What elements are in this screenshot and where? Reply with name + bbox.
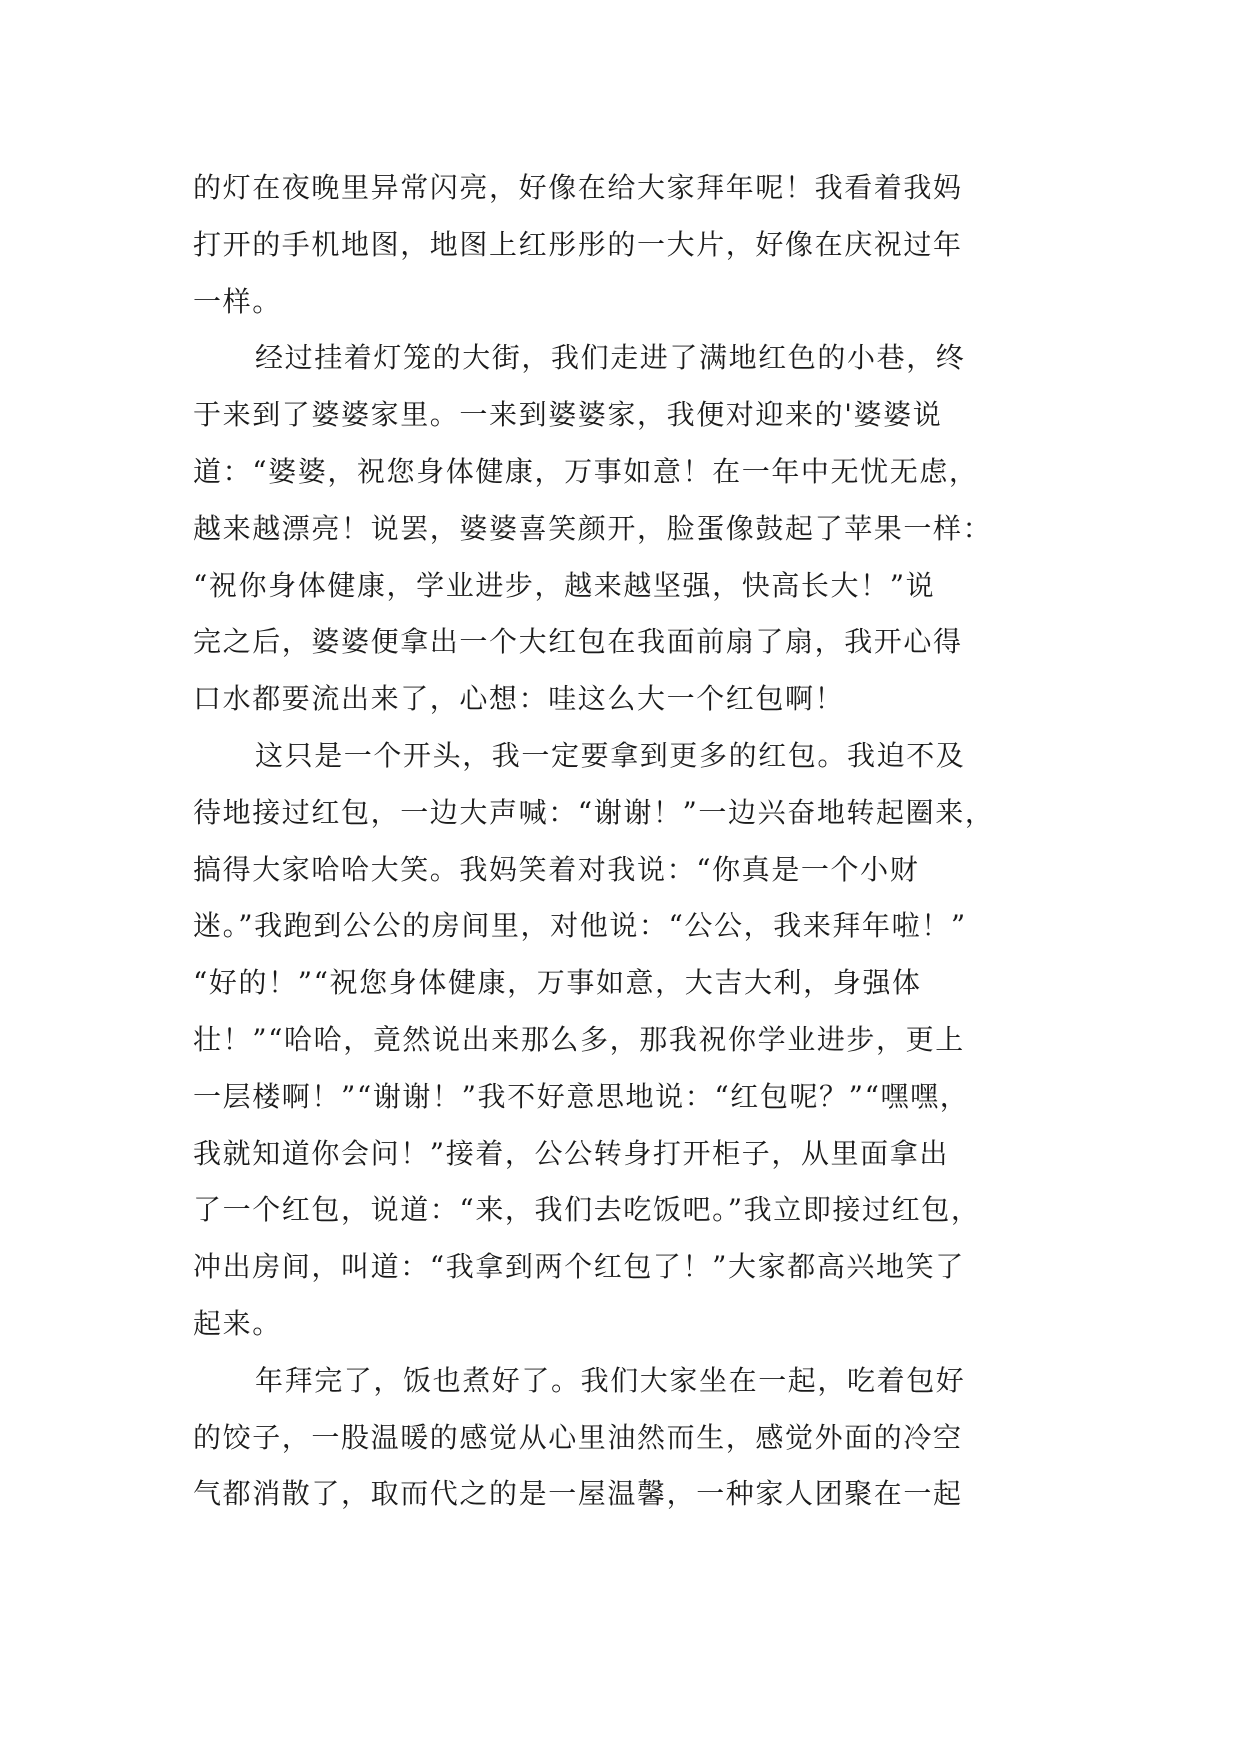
text-line: 口水都要流出来了，心想：哇这么大一个红包啊！ bbox=[193, 682, 845, 716]
text-line: 了一个红包，说道：“来，我们去吃饭吧。”我立即接过红包， bbox=[193, 1193, 981, 1227]
text-line: 经过挂着灯笼的大街，我们走进了满地红色的小巷，终 bbox=[255, 341, 966, 375]
text-line: 的灯在夜晚里异常闪亮，好像在给大家拜年呢！我看着我妈 bbox=[193, 171, 963, 204]
text-line: 壮！”“哈哈，竟然说出来那么多，那我祝你学业进步，更上 bbox=[193, 1022, 965, 1056]
text-line: 迷。”我跑到公公的房间里，对他说：“公公，我来拜年啦！” bbox=[193, 909, 967, 943]
text-line: 年拜完了，饭也煮好了。我们大家坐在一起，吃着包好 bbox=[255, 1363, 966, 1397]
text-line: 一层楼啊！”“谢谢！”我不好意思地说：“红包呢？”“嘿嘿， bbox=[193, 1079, 970, 1113]
text-line: “好的！”“祝您身体健康，万事如意，大吉大利，身强体 bbox=[193, 966, 922, 1000]
text-line: 这只是一个开头，我一定要拿到更多的红包。我迫不及 bbox=[255, 738, 966, 772]
text-line: 道：“婆婆，祝您身体健康，万事如意！在一年中无忧无虑， bbox=[193, 454, 979, 488]
text-line: 完之后，婆婆便拿出一个大红包在我面前扇了扇，我开心得 bbox=[193, 625, 963, 659]
text-line: 打开的手机地图，地图上红彤彤的一大片，好像在庆祝过年 bbox=[193, 227, 963, 261]
text-line: 的饺子，一股温暖的感觉从心里油然而生，感觉外面的冷空 bbox=[193, 1420, 963, 1454]
text-line: 搞得大家哈哈大笑。我妈笑着对我说：“你真是一个小财 bbox=[193, 852, 920, 886]
text-line: 于来到了婆婆家里。一来到婆婆家，我便对迎来的'婆婆说 bbox=[193, 398, 943, 432]
text-line: 起来。 bbox=[193, 1306, 282, 1340]
text-line: 一样。 bbox=[193, 284, 282, 318]
body-text bbox=[193, 160, 1053, 1523]
text-line: 越来越漂亮！说罢，婆婆喜笑颜开，脸蛋像鼓起了苹果一样： bbox=[193, 511, 993, 545]
text-line: 冲出房间，叫道：“我拿到两个红包了！”大家都高兴地笑了 bbox=[193, 1250, 965, 1284]
text-line: “祝你身体健康，学业进步，越来越坚强，快高长大！”说 bbox=[193, 568, 936, 602]
text-line: 气都消散了，取而代之的是一屋温馨，一种家人团聚在一起 bbox=[193, 1477, 963, 1511]
text-line: 待地接过红包，一边大声喊：“谢谢！”一边兴奋地转起圈来， bbox=[193, 795, 995, 829]
text-line: 我就知道你会问！”接着，公公转身打开柜子，从里面拿出 bbox=[193, 1136, 949, 1170]
